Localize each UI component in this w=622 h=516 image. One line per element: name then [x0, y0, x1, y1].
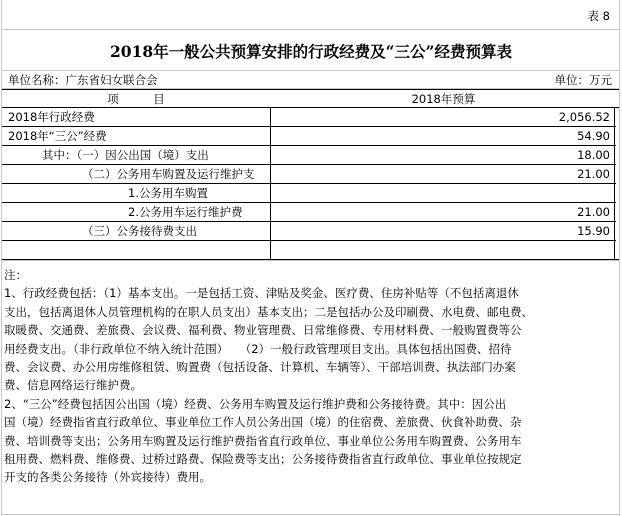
- note-line: 用经费支出。（非行政单位不纳入统计范围） （2）一般行政管理项目支出。具体包括出国费、招待: [4, 341, 512, 356]
- note-line: 费、培训费等支出；公务用车购置及运行维护费指省直行政单位、事业单位公务用车购置费、公务用车: [4, 433, 522, 448]
- row-value: 21.00: [577, 167, 610, 181]
- note-line: 2、“三公”经费包括因公出国（境）经费、公务用车购置及运行维护费和公务接待费。其中：因公出: [4, 396, 507, 411]
- row-border: [2, 183, 616, 184]
- row-label: 其中：（一）因公出国（境）支出: [42, 148, 209, 162]
- note-line: 租用费、燃料费、维修费、过桥过路费、保险费等支出；公务接待费指省直行政单位、事业单位按规定: [4, 452, 522, 467]
- note-line: 国（境）经费指省直行政单位、事业单位工作人员公务出国（境）的住宿费、差旅费、伙食补助费、杂: [4, 415, 522, 430]
- row-value: 21.00: [577, 205, 610, 219]
- header-item: 项 目: [107, 92, 165, 106]
- note-line: 费、会议费、办公用房维修租赁、购置费（包括设备、计算机、车辆等）、干部培训费、执法部门办案: [4, 360, 516, 375]
- grid-line: [1, 514, 619, 515]
- row-border: [2, 221, 616, 222]
- notes-block: [4, 266, 618, 487]
- notes-heading: 注：: [4, 268, 27, 282]
- unit-label: 单位：万元: [554, 73, 612, 87]
- table-number: 表 8: [587, 9, 610, 23]
- table-border-top: [2, 89, 619, 90]
- note-line: 取暖费、交通费、差旅费、会议费、福利费、物业管理费、日常维修费、专用材料费、一般购置费等公: [4, 323, 522, 338]
- note-line: 开支的各类公务接待（外宾接待）费用。: [4, 470, 211, 485]
- row-label: 2018年行政经费: [8, 110, 95, 124]
- column-divider: [270, 107, 271, 259]
- note-line: 费、信息网络运行维护费。: [4, 378, 142, 393]
- row-border: [2, 164, 616, 165]
- row-label: （二）公务用车购置及运行维护支: [82, 167, 255, 181]
- row-label: 2.公务用车运行维护费: [128, 205, 243, 219]
- column-divider-right: [614, 107, 615, 259]
- grid-line: [1, 260, 619, 261]
- grid-line-right: [619, 0, 620, 516]
- page-title: 2018年一般公共预算安排的行政经费及“三公”经费预算表: [110, 42, 512, 61]
- row-value: 18.00: [577, 148, 610, 162]
- unit-name: 单位名称：广东省妇女联合会: [8, 73, 158, 87]
- header-budget: 2018年预算: [411, 92, 476, 106]
- row-label: （三）公务接待费支出: [82, 224, 197, 238]
- row-border: [2, 202, 616, 203]
- row-value: 15.90: [577, 224, 610, 238]
- note-line: 1、行政经费包括：（1）基本支出。一是包括工资、津贴及奖金、医疗费、住房补贴等（不包括离退休: [4, 286, 519, 301]
- grid-line: [1, 70, 619, 71]
- row-border: [2, 240, 616, 241]
- row-value: 54.90: [577, 129, 610, 143]
- header-border: [2, 107, 619, 108]
- row-border: [2, 126, 616, 127]
- row-value: 2,056.52: [558, 110, 610, 124]
- row-label: 2018年“三公”经费: [8, 129, 107, 143]
- grid-line: [1, 29, 619, 30]
- table-border-bottom: [2, 259, 619, 260]
- note-line: 支出，包括离退休人员管理机构的在职人员支出）基本支出；二是包括办公及印刷费、水电费、邮电费、: [4, 304, 533, 319]
- row-label: 1.公务用车购置: [128, 186, 208, 200]
- row-border: [2, 145, 616, 146]
- grid-line-left: [1, 0, 2, 516]
